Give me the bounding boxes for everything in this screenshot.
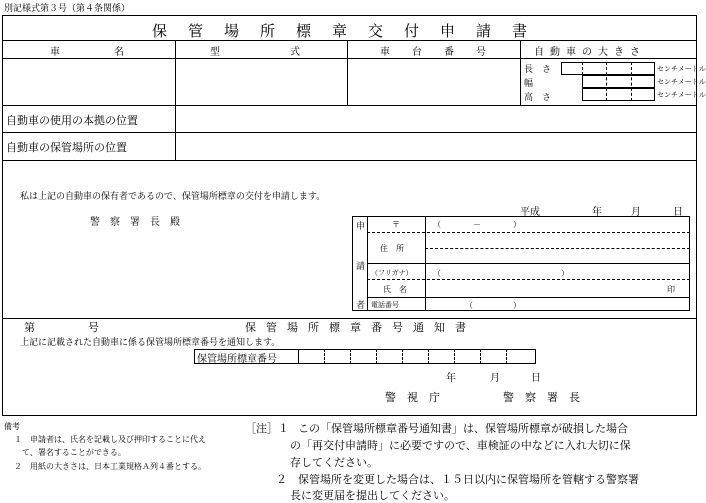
sticker-number-field[interactable] [299, 350, 535, 363]
header-chassis-number: 車 台 番 号 [380, 47, 492, 58]
notes-line-3: 存してください。 [290, 456, 378, 469]
remarks-item-1b: て、署名することができる。 [14, 448, 126, 457]
applicant-side-2: 請 [356, 262, 366, 272]
furigana-label: （フリガナ） [371, 269, 413, 277]
date-day: 日 [673, 207, 683, 218]
notice-number-suffix: 号 [88, 321, 99, 334]
form-title: 保管場所標章交付申請書 [152, 22, 549, 40]
header-vehicle-size: 自動車の大きさ [534, 47, 646, 58]
date-month: 月 [631, 207, 641, 218]
length-unit: センチメートル [657, 65, 706, 73]
date-era: 平成 [520, 207, 540, 218]
form-identifier: 別記様式第３号（第４条関係） [4, 4, 131, 14]
width-unit: センチメートル [657, 78, 706, 86]
notes-line-1: この「保管場所標章番号通知書」は、保管場所標章が破損した場合 [298, 422, 628, 435]
length-label: 長 さ [524, 65, 552, 75]
applicant-side-3: 者 [356, 301, 366, 311]
notice-chief: 警 察 署 長 [503, 391, 580, 404]
notice-month: 月 [490, 373, 500, 384]
height-label: 高 さ [524, 93, 552, 103]
chassis-number-field[interactable] [348, 59, 519, 105]
sticker-number-label: 保管場所標章番号 [197, 354, 277, 365]
address-label: 住 所 [380, 244, 404, 253]
notes-label: ［注］１ [245, 422, 289, 435]
base-location-label: 自動車の使用の本拠の位置 [6, 114, 138, 127]
name-field[interactable] [426, 280, 666, 296]
notes-line-5: 長に変更届を提出してください。 [290, 489, 455, 502]
applicant-side-1: 申 [356, 222, 366, 232]
notice-day: 日 [531, 373, 541, 384]
height-unit: センチメートル [657, 91, 706, 99]
declaration-text: 私は上記の自動車の保有者であるので、保管場所標章の交付を申請します。 [20, 192, 326, 202]
seal-mark: 印 [667, 285, 675, 294]
base-location-field[interactable] [176, 106, 696, 131]
notice-year: 年 [446, 373, 456, 384]
remarks-heading: 備考 [4, 422, 20, 431]
notice-body: 上記に記載された自動車に係る保管場所標章番号を通知します。 [20, 338, 281, 348]
notice-number-prefix: 第 [24, 321, 35, 334]
width-label: 幅 [524, 79, 534, 89]
addressee: 警 察 署 長 殿 [90, 217, 180, 228]
height-field[interactable] [582, 88, 655, 101]
vehicle-name-field[interactable] [3, 59, 174, 105]
date-year: 年 [592, 207, 602, 218]
phone-field[interactable]: （ ） [465, 301, 521, 310]
postal-mark: 〒 [392, 220, 400, 229]
name-label: 氏 名 [383, 285, 407, 294]
phone-label: 電話番号 [371, 301, 399, 309]
remarks-item-1a: １ 申請者は、氏名を記載し及び押印することに代え [14, 435, 206, 444]
notice-title: 保管場所標章番号通知書 [245, 321, 476, 334]
furigana-field[interactable]: （ ） [433, 269, 569, 278]
notice-number-field[interactable] [40, 320, 85, 332]
header-model: 型 式 [210, 47, 306, 58]
storage-location-label: 自動車の保管場所の位置 [6, 141, 127, 154]
notice-agency: 警 視 庁 [385, 391, 440, 404]
postal-code-field[interactable]: （ － ） [433, 220, 521, 229]
remarks-item-2: ２ 用紙の大きさは、日本工業規格Ａ列４番とする。 [14, 462, 206, 471]
notes-line-4: 保管場所を変更した場合は、１５日以内に保管場所を管轄する警察署 [298, 473, 639, 486]
model-field[interactable] [176, 59, 346, 105]
storage-location-field[interactable] [176, 133, 696, 159]
header-vehicle-name: 車 名 [50, 47, 130, 58]
width-field[interactable] [582, 75, 655, 88]
notes-item-2-number: ２ [276, 473, 287, 486]
length-field[interactable] [561, 62, 655, 75]
notes-line-2: の「再交付申請時」に必要ですので、車検証の中などに入れ大切に保 [290, 439, 631, 452]
